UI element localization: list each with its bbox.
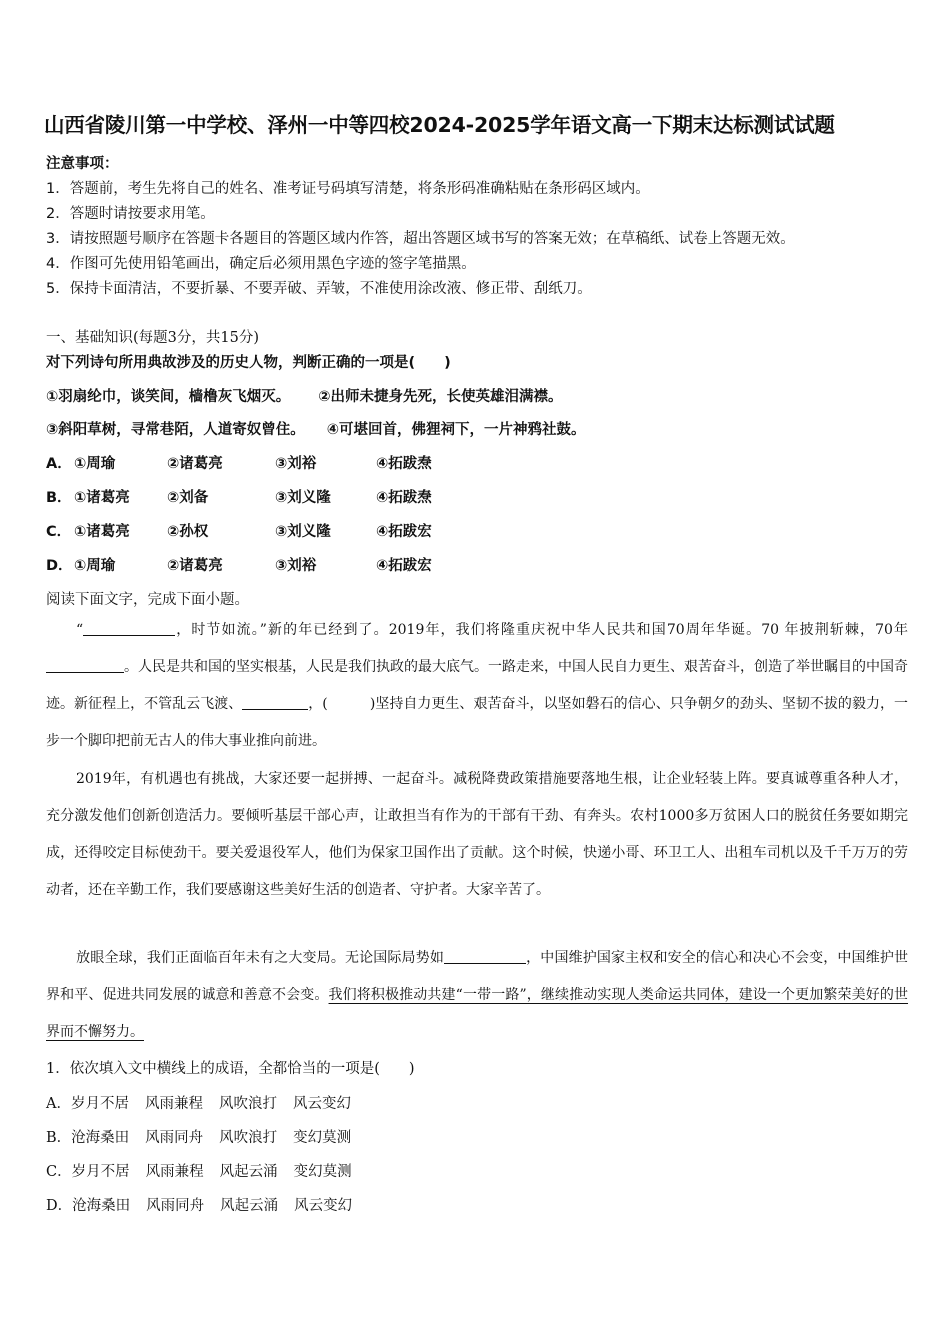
text-run: “ (76, 622, 84, 638)
option-label: C． (46, 524, 72, 540)
option-label: D． (46, 558, 73, 574)
option-item: ③刘裕 (275, 558, 317, 574)
fill-blank (46, 658, 124, 673)
option-item: ②刘备 (167, 490, 209, 506)
notice-item: 3．请按照题号顺序在答题卡各题目的答题区域内作答，超出答题区域书写的答案无效；在草稿纸、试卷上答题无效。 (46, 231, 795, 247)
option-item: ④拓跋焘 (376, 456, 432, 472)
exam-title: 山西省陵川第一中学校、泽州一中等四校2024-2025学年语文高一下期末达标测试试题 (44, 113, 835, 137)
option-item: 风起云涌 (219, 1164, 278, 1180)
q1-stem: 1．依次填入文中横线上的成语，全都恰当的一项是( ) (46, 1061, 415, 1077)
option-label: B． (46, 490, 72, 506)
option-item: 变幻莫测 (293, 1130, 352, 1146)
q1-option-d (46, 1194, 368, 1215)
option-item: 风雨兼程 (145, 1164, 204, 1180)
passage-paragraph-1 (46, 612, 908, 760)
poem-line (46, 385, 563, 406)
poem-4: ④可堪回首，佛狸祠下，一片神鸦社鼓。 (326, 422, 586, 438)
notice-item: 5．保持卡面清洁，不要折暴、不要弄破、弄皱，不准使用涂改液、修正带、刮纸刀。 (46, 281, 592, 297)
option-item: ①周瑜 (74, 456, 116, 472)
fill-blank (444, 949, 526, 964)
option-item: ②诸葛亮 (167, 456, 223, 472)
q1-option-b (46, 1126, 367, 1147)
option-item: 风云变幻 (294, 1198, 353, 1214)
notice-item: 2．答题时请按要求用笔。 (46, 206, 215, 222)
option-item: ②诸葛亮 (167, 558, 223, 574)
poem-line (46, 418, 586, 439)
option-item: 风雨兼程 (144, 1096, 203, 1112)
option-label: C． (46, 1164, 72, 1180)
text-run: 2019年，有机遇也有挑战，大家还要一起拼搏、一起奋斗。减税降费政策措施要落地生根，让企业轻装上阵。要真诚尊重各种人才，充分激发他们创新创造活力。要倾听基层干部心声，让敢担当有作为的干部有干劲、有奔头。农村1000多万贫困人口的脱贫任务要如期完成，还得咬定目标使劲干。要关爱退役军人，他们为保家卫国作出了贡献。这个时候，快递小哥、环卫工人、出租车司机以及千千万万的劳动者，还在辛勤工作，我们要感谢这些美好生活的创造者、守护者。大家辛苦了。 (46, 771, 908, 898)
text-run: ，时节如流。”新的年已经到了。2019年，我们将隆重庆祝中华人民共和国70周年华诞。70 年披荆斩棘，70年 (175, 622, 908, 638)
section-heading: 一、基础知识(每题3分，共15分) (46, 330, 259, 346)
option-label: D． (46, 1198, 73, 1214)
option-item: 沧海桑田 (71, 1130, 130, 1146)
q1-option-a (46, 1092, 367, 1113)
notice-item: 4．作图可先使用铅笔画出，确定后必须用黑色字迹的签字笔描黑。 (46, 256, 476, 272)
option-item: ④拓跋宏 (376, 558, 432, 574)
q1-option-c (46, 1160, 368, 1181)
option-item: 风云变幻 (292, 1096, 351, 1112)
poem-1: ①羽扇纶巾，谈笑间，樯橹灰飞烟灭。 (46, 389, 291, 405)
option-d (46, 554, 432, 575)
option-item: 岁月不居 (71, 1164, 130, 1180)
text-run: ，( )坚持自力更生、艰苦奋斗，以坚如磐石的信心、只争朝夕的劲头、坚韧不拔的毅力，一步一个脚印把前无古人的伟大事业推向前进。 (46, 696, 909, 749)
passage-paragraph-3 (46, 940, 908, 1051)
option-label: A． (46, 1096, 71, 1112)
option-item: ①诸葛亮 (74, 524, 130, 540)
text-run: 。人民是共和国的坚实根基，人民是我们执政的最大底气。一路走来，中国人民自力更生、艰苦奋斗，创造了举世瞩目的中国奇迹。新征程上，不管乱云飞渡、 (46, 659, 908, 712)
option-item: 岁月不居 (70, 1096, 129, 1112)
option-item: ③刘义隆 (275, 490, 331, 506)
fill-blank (83, 621, 175, 636)
option-item: ③刘裕 (275, 456, 317, 472)
option-item: ④拓跋宏 (376, 524, 432, 540)
text-run: ，中国维护国家主权和安全的信心和决心不会变，中国维护世界和平、促进共同发展的诚意和善意不会变。 (46, 950, 908, 1003)
option-item: 变幻莫测 (293, 1164, 352, 1180)
option-c (46, 520, 432, 541)
notice-heading: 注意事项： (46, 156, 119, 172)
option-item: 风起云涌 (220, 1198, 279, 1214)
passage-paragraph-2 (46, 761, 908, 909)
fill-blank (242, 695, 308, 710)
option-item: 风雨同舟 (145, 1130, 204, 1146)
underlined-sentence: 我们将积极推动共建“一带一路”，继续推动实现人类命运共同体，建设一个更加繁荣美好的世界而不懈努力。 (46, 987, 909, 1040)
option-item: 风吹浪打 (218, 1096, 277, 1112)
option-item: ③刘义隆 (275, 524, 331, 540)
notice-item: 1．答题前，考生先将自己的姓名、准考证号码填写清楚，将条形码准确粘贴在条形码区域内。 (46, 181, 650, 197)
option-label: A． (46, 456, 72, 472)
reading-intro: 阅读下面文字，完成下面小题。 (46, 592, 249, 608)
option-a (46, 452, 432, 473)
option-item: 风雨同舟 (146, 1198, 205, 1214)
option-item: 风吹浪打 (219, 1130, 278, 1146)
question-stem: 对下列诗句所用典故涉及的历史人物，判断正确的一项是( ) (46, 355, 451, 371)
option-item: ①诸葛亮 (74, 490, 130, 506)
option-item: 沧海桑田 (72, 1198, 131, 1214)
option-b (46, 486, 432, 507)
option-item: ④拓跋焘 (376, 490, 432, 506)
poem-3: ③斜阳草树，寻常巷陌，人道寄奴曾住。 (46, 422, 305, 438)
option-item: ②孙权 (167, 524, 209, 540)
option-item: ①周瑜 (74, 558, 116, 574)
option-label: B． (46, 1130, 72, 1146)
text-run: 放眼全球，我们正面临百年未有之大变局。无论国际局势如 (76, 950, 444, 966)
poem-2: ②出师未捷身先死，长使英雄泪满襟。 (318, 389, 563, 405)
